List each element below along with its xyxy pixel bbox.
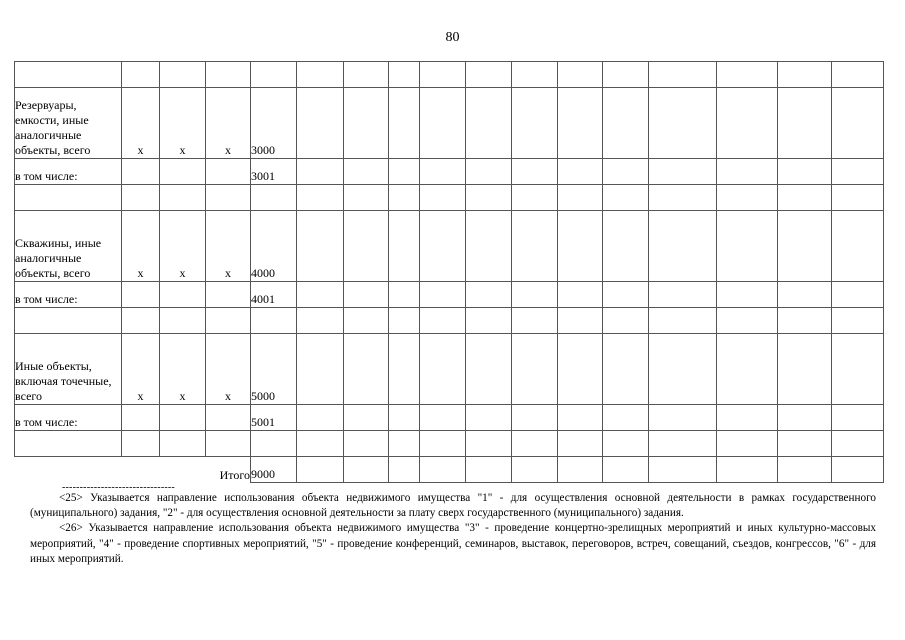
table-row <box>15 88 884 159</box>
table-cell <box>389 62 420 88</box>
table-cell <box>717 185 778 211</box>
row-name <box>15 431 122 457</box>
table-cell <box>603 88 649 159</box>
table-cell <box>466 185 512 211</box>
table-cell <box>832 62 884 88</box>
table-row <box>15 185 884 211</box>
footnotes <box>30 491 876 567</box>
table-cell <box>649 405 717 431</box>
table-cell <box>420 211 466 282</box>
x-cell: x <box>160 334 206 405</box>
table-cell <box>466 88 512 159</box>
table-cell <box>558 88 603 159</box>
table-row <box>15 405 884 431</box>
x-cell <box>122 159 160 185</box>
table-cell <box>389 88 420 159</box>
table-cell <box>649 185 717 211</box>
table-cell <box>389 457 420 483</box>
table-cell <box>344 308 389 334</box>
table-cell <box>832 185 884 211</box>
row-name <box>15 308 122 334</box>
table-cell <box>649 334 717 405</box>
table-cell <box>603 159 649 185</box>
table-cell <box>649 308 717 334</box>
x-cell <box>160 405 206 431</box>
table-cell <box>420 88 466 159</box>
row-code: 5000 <box>251 334 297 405</box>
row-name: в том числе: <box>15 405 122 431</box>
table-cell <box>603 334 649 405</box>
table-row <box>15 431 884 457</box>
table-cell <box>717 159 778 185</box>
table-cell <box>420 431 466 457</box>
table-row <box>15 159 884 185</box>
row-code: 4000 <box>251 211 297 282</box>
table-cell <box>420 405 466 431</box>
table-cell <box>512 405 558 431</box>
table-cell <box>717 431 778 457</box>
table-cell <box>344 88 389 159</box>
row-name: Скважины, иные аналогичные объекты, всего <box>15 211 122 282</box>
table-cell <box>466 405 512 431</box>
x-cell <box>160 159 206 185</box>
x-cell: x <box>122 211 160 282</box>
x-cell: x <box>122 334 160 405</box>
row-code <box>251 62 297 88</box>
table-cell <box>389 405 420 431</box>
table-cell <box>778 282 832 308</box>
x-cell: x <box>122 88 160 159</box>
table-cell <box>297 211 344 282</box>
row-name <box>15 62 122 88</box>
table-cell <box>297 159 344 185</box>
x-cell <box>160 431 206 457</box>
table-cell <box>832 308 884 334</box>
page-number: 80 <box>445 30 460 45</box>
x-cell <box>122 185 160 211</box>
table-cell <box>649 88 717 159</box>
total-label: Итого <box>219 467 250 482</box>
table-row <box>15 211 884 282</box>
table-cell <box>649 211 717 282</box>
table-cell <box>512 334 558 405</box>
table-cell <box>512 308 558 334</box>
table-cell <box>603 282 649 308</box>
table-cell <box>717 211 778 282</box>
x-cell <box>160 308 206 334</box>
table-cell <box>389 282 420 308</box>
row-code <box>251 185 297 211</box>
table-cell <box>344 62 389 88</box>
x-cell <box>160 185 206 211</box>
table-cell <box>558 159 603 185</box>
row-name: Иные объекты, включая точечные, всего <box>15 334 122 405</box>
table-row <box>15 282 884 308</box>
x-cell <box>206 308 251 334</box>
table-cell <box>344 405 389 431</box>
table-cell <box>603 211 649 282</box>
table-cell <box>297 431 344 457</box>
x-cell <box>206 62 251 88</box>
table-cell <box>558 334 603 405</box>
row-name: в том числе: <box>15 159 122 185</box>
table-cell <box>344 185 389 211</box>
table-cell <box>717 88 778 159</box>
table-cell <box>512 211 558 282</box>
table-cell <box>558 282 603 308</box>
x-cell: x <box>160 211 206 282</box>
table-cell <box>558 62 603 88</box>
table-body <box>15 62 884 483</box>
row-code <box>251 308 297 334</box>
table-cell <box>297 185 344 211</box>
table-cell <box>778 405 832 431</box>
table-cell <box>344 457 389 483</box>
x-cell <box>206 282 251 308</box>
table-cell <box>832 282 884 308</box>
table-cell <box>649 62 717 88</box>
table-cell <box>420 159 466 185</box>
table-cell <box>558 308 603 334</box>
x-cell <box>122 405 160 431</box>
row-code: 5001 <box>251 405 297 431</box>
table-cell <box>717 62 778 88</box>
row-code: 3001 <box>251 159 297 185</box>
table-cell <box>778 159 832 185</box>
table-cell <box>389 308 420 334</box>
table-cell <box>717 457 778 483</box>
x-cell: x <box>206 334 251 405</box>
x-cell <box>160 282 206 308</box>
table-cell <box>558 431 603 457</box>
table-cell <box>512 159 558 185</box>
table-cell <box>778 62 832 88</box>
table-cell <box>512 431 558 457</box>
table-cell <box>389 334 420 405</box>
table-cell <box>778 457 832 483</box>
row-name: Резервуары, емкости, иные аналогичные объекты, всего <box>15 88 122 159</box>
table-row <box>15 62 884 88</box>
table-cell <box>297 405 344 431</box>
table-cell <box>649 159 717 185</box>
x-cell <box>160 62 206 88</box>
table-cell <box>717 308 778 334</box>
table-cell <box>778 185 832 211</box>
table-cell <box>466 282 512 308</box>
footnote-separator: -------------------------------- <box>62 482 175 493</box>
table-cell <box>420 62 466 88</box>
table-cell <box>832 431 884 457</box>
x-cell: x <box>206 88 251 159</box>
table-cell <box>558 185 603 211</box>
x-cell <box>206 405 251 431</box>
table-cell <box>558 405 603 431</box>
table-cell <box>297 308 344 334</box>
table-cell <box>344 211 389 282</box>
table-cell <box>778 308 832 334</box>
table-cell <box>558 211 603 282</box>
table-cell <box>603 457 649 483</box>
footnote-25: <25> Указывается направление использования объекта недвижимого имущества "1" - для осуществления основной деятельности в рамках государственного (муниципального) задания, "2" - для осуществления основной деятельности за плату сверх государственного (муниципального) задания. <box>30 492 876 520</box>
table-cell <box>649 431 717 457</box>
table-cell <box>778 334 832 405</box>
table-cell <box>466 457 512 483</box>
table-cell <box>466 62 512 88</box>
table-cell <box>717 405 778 431</box>
x-cell <box>122 282 160 308</box>
table-cell <box>344 431 389 457</box>
row-name <box>15 185 122 211</box>
x-cell <box>206 185 251 211</box>
table-cell <box>558 457 603 483</box>
table-cell <box>344 334 389 405</box>
x-cell: x <box>160 88 206 159</box>
table-cell <box>420 457 466 483</box>
table-cell <box>603 62 649 88</box>
table-cell <box>466 159 512 185</box>
table-cell <box>389 211 420 282</box>
row-code: 9000 <box>251 457 297 483</box>
table-cell <box>778 88 832 159</box>
row-code: 4001 <box>251 282 297 308</box>
x-cell <box>122 431 160 457</box>
table-cell <box>832 88 884 159</box>
table-cell <box>420 282 466 308</box>
property-table <box>14 61 884 483</box>
table-cell <box>389 159 420 185</box>
table-cell <box>649 457 717 483</box>
table-cell <box>297 62 344 88</box>
table-cell <box>389 431 420 457</box>
table-cell <box>420 308 466 334</box>
table-cell <box>512 282 558 308</box>
table-cell <box>512 185 558 211</box>
table-cell <box>297 334 344 405</box>
x-cell: x <box>206 211 251 282</box>
table-row <box>15 457 884 483</box>
table-row <box>15 308 884 334</box>
table-cell <box>603 431 649 457</box>
table-cell <box>832 457 884 483</box>
table-cell <box>778 431 832 457</box>
table-cell <box>512 457 558 483</box>
table-cell <box>297 282 344 308</box>
table-row <box>15 334 884 405</box>
table-cell <box>512 62 558 88</box>
table-cell <box>344 282 389 308</box>
table-cell <box>389 185 420 211</box>
table-cell <box>717 282 778 308</box>
x-cell <box>122 308 160 334</box>
table-cell <box>297 88 344 159</box>
x-cell <box>206 431 251 457</box>
table-cell <box>603 185 649 211</box>
x-cell <box>206 159 251 185</box>
table-cell <box>832 405 884 431</box>
table-cell <box>832 334 884 405</box>
footnote-26: <26> Указывается направление использования объекта недвижимого имущества "3" - проведение концертно-зрелищных мероприятий и иных культурно-массовых мероприятий, "4" - проведение спортивных мероприятий, "5" - проведение конференций, семинаров, выставок, переговоров, встреч, совещаний, съездов, конгрессов, "6" - для иных мероприятий. <box>30 522 876 565</box>
table-cell <box>603 405 649 431</box>
table-cell <box>832 211 884 282</box>
table-cell <box>466 431 512 457</box>
table-cell <box>649 282 717 308</box>
table-cell <box>344 159 389 185</box>
table-cell <box>466 308 512 334</box>
row-code <box>251 431 297 457</box>
table-cell <box>420 334 466 405</box>
table-cell <box>832 159 884 185</box>
table-cell <box>778 211 832 282</box>
table-cell <box>512 88 558 159</box>
table-cell <box>297 457 344 483</box>
table-cell <box>717 334 778 405</box>
table-cell <box>420 185 466 211</box>
row-name: в том числе: <box>15 282 122 308</box>
x-cell <box>122 62 160 88</box>
row-code: 3000 <box>251 88 297 159</box>
table-cell <box>466 334 512 405</box>
table-cell <box>466 211 512 282</box>
table-cell <box>603 308 649 334</box>
